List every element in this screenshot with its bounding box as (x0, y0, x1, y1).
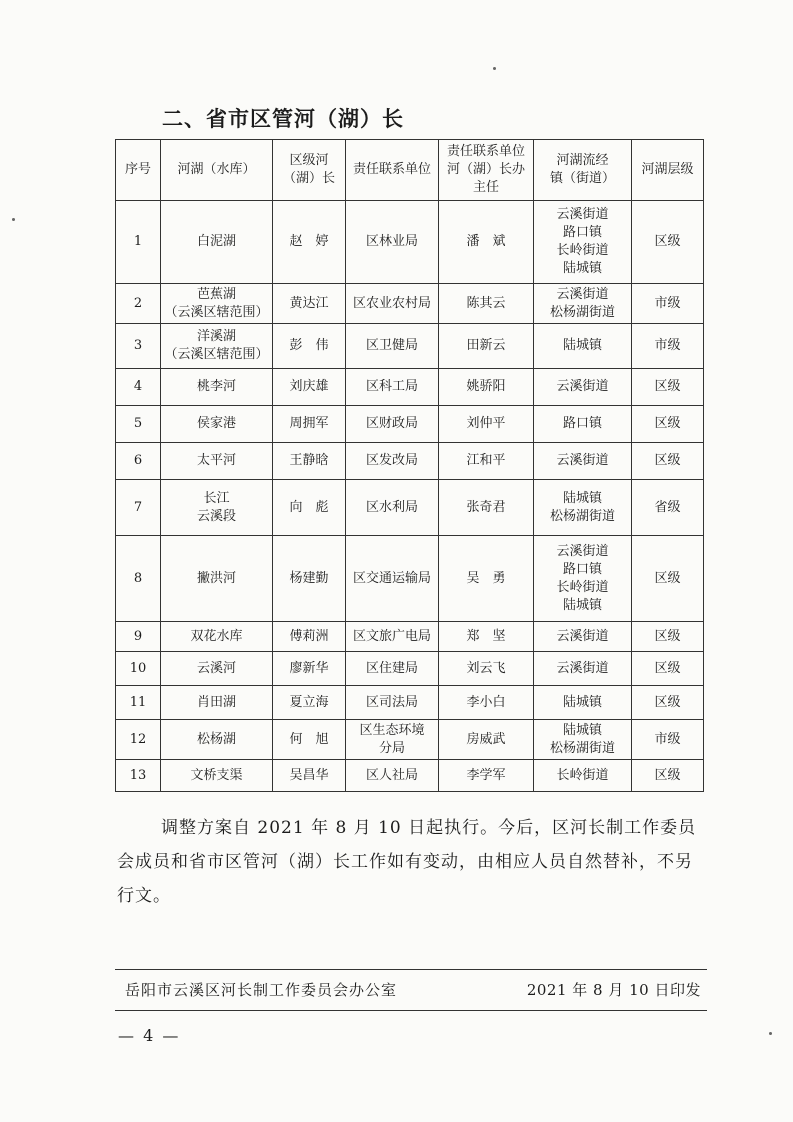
table-cell: 长江 云溪段 (161, 480, 273, 536)
table-row (116, 720, 704, 760)
table-cell: 区住建局 (346, 652, 439, 686)
river-chief-table (115, 139, 704, 792)
table-cell: 芭蕉湖 （云溪区辖范围） (161, 284, 273, 324)
table-cell: 区级 (632, 443, 704, 480)
table-row (116, 443, 704, 480)
table-cell: 田新云 (439, 324, 534, 369)
footer-date: 2021 年 8 月 10 日印发 (526, 981, 701, 999)
table-row (116, 686, 704, 720)
table-cell: 周拥军 (273, 406, 346, 443)
closing-paragraph: 调整方案自 2021 年 8 月 10 日起执行。今后，区河长制工作委员会成员和省市区管河（湖）长工作如有变动，由相应人员自然替补，不另行文。 (117, 818, 697, 906)
table-cell: 夏立海 (273, 686, 346, 720)
table-cell: 7 (116, 480, 161, 536)
table-cell: 10 (116, 652, 161, 686)
table-cell: 5 (116, 406, 161, 443)
table-cell: 陆城镇 (534, 686, 632, 720)
table-cell: 11 (116, 686, 161, 720)
table-row (116, 201, 704, 284)
table-cell: 李学军 (439, 760, 534, 792)
header-cell: 河湖流经 镇（街道） (534, 140, 632, 201)
footer-rule-bottom (115, 1010, 707, 1011)
footer-rule-top (115, 969, 707, 970)
table-cell: 刘云飞 (439, 652, 534, 686)
table-row (116, 406, 704, 443)
table-cell: 区级 (632, 369, 704, 406)
table-cell: 廖新华 (273, 652, 346, 686)
table-cell: 刘庆雄 (273, 369, 346, 406)
table-cell: 区级 (632, 652, 704, 686)
table-cell: 赵 婷 (273, 201, 346, 284)
table-row (116, 536, 704, 622)
table-cell: 陆城镇 松杨湖街道 (534, 480, 632, 536)
table-cell: 杨建勤 (273, 536, 346, 622)
table-cell: 区人社局 (346, 760, 439, 792)
table-row (116, 760, 704, 792)
table-cell: 6 (116, 443, 161, 480)
header-cell: 责任联系单位 (346, 140, 439, 201)
table-cell: 郑 坚 (439, 622, 534, 652)
table-body (116, 201, 704, 792)
table-cell: 吴昌华 (273, 760, 346, 792)
table-cell: 肖田湖 (161, 686, 273, 720)
table-cell: 潘 斌 (439, 201, 534, 284)
table-cell: 桃李河 (161, 369, 273, 406)
table-cell: 13 (116, 760, 161, 792)
footer-issuer: 岳阳市云溪区河长制工作委员会办公室 (125, 981, 398, 999)
table-cell: 松杨湖 (161, 720, 273, 760)
table-cell: 区级 (632, 201, 704, 284)
table-cell: 区级 (632, 760, 704, 792)
table-cell: 区林业局 (346, 201, 439, 284)
table-row (116, 284, 704, 324)
table-cell: 区交通运输局 (346, 536, 439, 622)
table-cell: 姚骄阳 (439, 369, 534, 406)
table-cell: 文桥支渠 (161, 760, 273, 792)
table-cell: 云溪街道 (534, 443, 632, 480)
table-cell: 李小白 (439, 686, 534, 720)
table-cell: 洋溪湖 （云溪区辖范围） (161, 324, 273, 369)
table-cell: 云溪街道 (534, 369, 632, 406)
table-row (116, 622, 704, 652)
table-cell: 4 (116, 369, 161, 406)
table-cell: 区财政局 (346, 406, 439, 443)
table-cell: 3 (116, 324, 161, 369)
header-cell: 区级河 （湖）长 (273, 140, 346, 201)
header-cell: 序号 (116, 140, 161, 201)
table-cell: 云溪街道 (534, 622, 632, 652)
table-cell: 9 (116, 622, 161, 652)
table-cell: 彭 伟 (273, 324, 346, 369)
table-cell: 区水利局 (346, 480, 439, 536)
table-cell: 区司法局 (346, 686, 439, 720)
table-cell: 太平河 (161, 443, 273, 480)
table-cell: 刘仲平 (439, 406, 534, 443)
table-cell: 长岭街道 (534, 760, 632, 792)
table-cell: 12 (116, 720, 161, 760)
table-cell: 市级 (632, 284, 704, 324)
table-cell: 市级 (632, 324, 704, 369)
header-cell: 河湖（水库） (161, 140, 273, 201)
table-cell: 云溪街道 松杨湖街道 (534, 284, 632, 324)
table-cell: 区级 (632, 536, 704, 622)
table-cell: 云溪河 (161, 652, 273, 686)
table-cell: 省级 (632, 480, 704, 536)
table-row (116, 652, 704, 686)
table-cell: 陆城镇 (534, 324, 632, 369)
table-cell: 傅莉洲 (273, 622, 346, 652)
table-cell: 区农业农村局 (346, 284, 439, 324)
header-cell: 责任联系单位 河（湖）长办 主任 (439, 140, 534, 201)
table-cell: 侯家港 (161, 406, 273, 443)
table-cell: 区卫健局 (346, 324, 439, 369)
table-cell: 撇洪河 (161, 536, 273, 622)
table-cell: 云溪街道 路口镇 长岭街道 陆城镇 (534, 201, 632, 284)
table-cell: 云溪街道 路口镇 长岭街道 陆城镇 (534, 536, 632, 622)
table-cell: 陆城镇 松杨湖街道 (534, 720, 632, 760)
table-row (116, 480, 704, 536)
table-cell: 区生态环境 分局 (346, 720, 439, 760)
table-cell: 何 旭 (273, 720, 346, 760)
table-cell: 张奇君 (439, 480, 534, 536)
table-row (116, 369, 704, 406)
table-cell: 白泥湖 (161, 201, 273, 284)
scan-speck (12, 218, 15, 221)
table-cell: 市级 (632, 720, 704, 760)
table-cell: 双花水库 (161, 622, 273, 652)
table-cell: 区级 (632, 622, 704, 652)
table-cell: 黄达江 (273, 284, 346, 324)
table-cell: 区级 (632, 686, 704, 720)
table-cell: 陈其云 (439, 284, 534, 324)
table-cell: 吴 勇 (439, 536, 534, 622)
table-cell: 区科工局 (346, 369, 439, 406)
table-cell: 王静晗 (273, 443, 346, 480)
table-cell: 路口镇 (534, 406, 632, 443)
table-cell: 8 (116, 536, 161, 622)
header-cell: 河湖层级 (632, 140, 704, 201)
table-cell: 区文旅广电局 (346, 622, 439, 652)
table-cell: 向 彪 (273, 480, 346, 536)
table-cell: 云溪街道 (534, 652, 632, 686)
table-row (116, 324, 704, 369)
table-cell: 区级 (632, 406, 704, 443)
page-number: — 4 — (118, 1026, 181, 1045)
table-cell: 1 (116, 201, 161, 284)
table-header-row (116, 140, 704, 201)
table-cell: 区发改局 (346, 443, 439, 480)
section-title: 二、省市区管河（湖）长 (162, 106, 404, 131)
scan-speck (769, 1032, 772, 1035)
table-cell: 江和平 (439, 443, 534, 480)
table-cell: 2 (116, 284, 161, 324)
scan-speck (493, 67, 496, 70)
table-cell: 房威武 (439, 720, 534, 760)
